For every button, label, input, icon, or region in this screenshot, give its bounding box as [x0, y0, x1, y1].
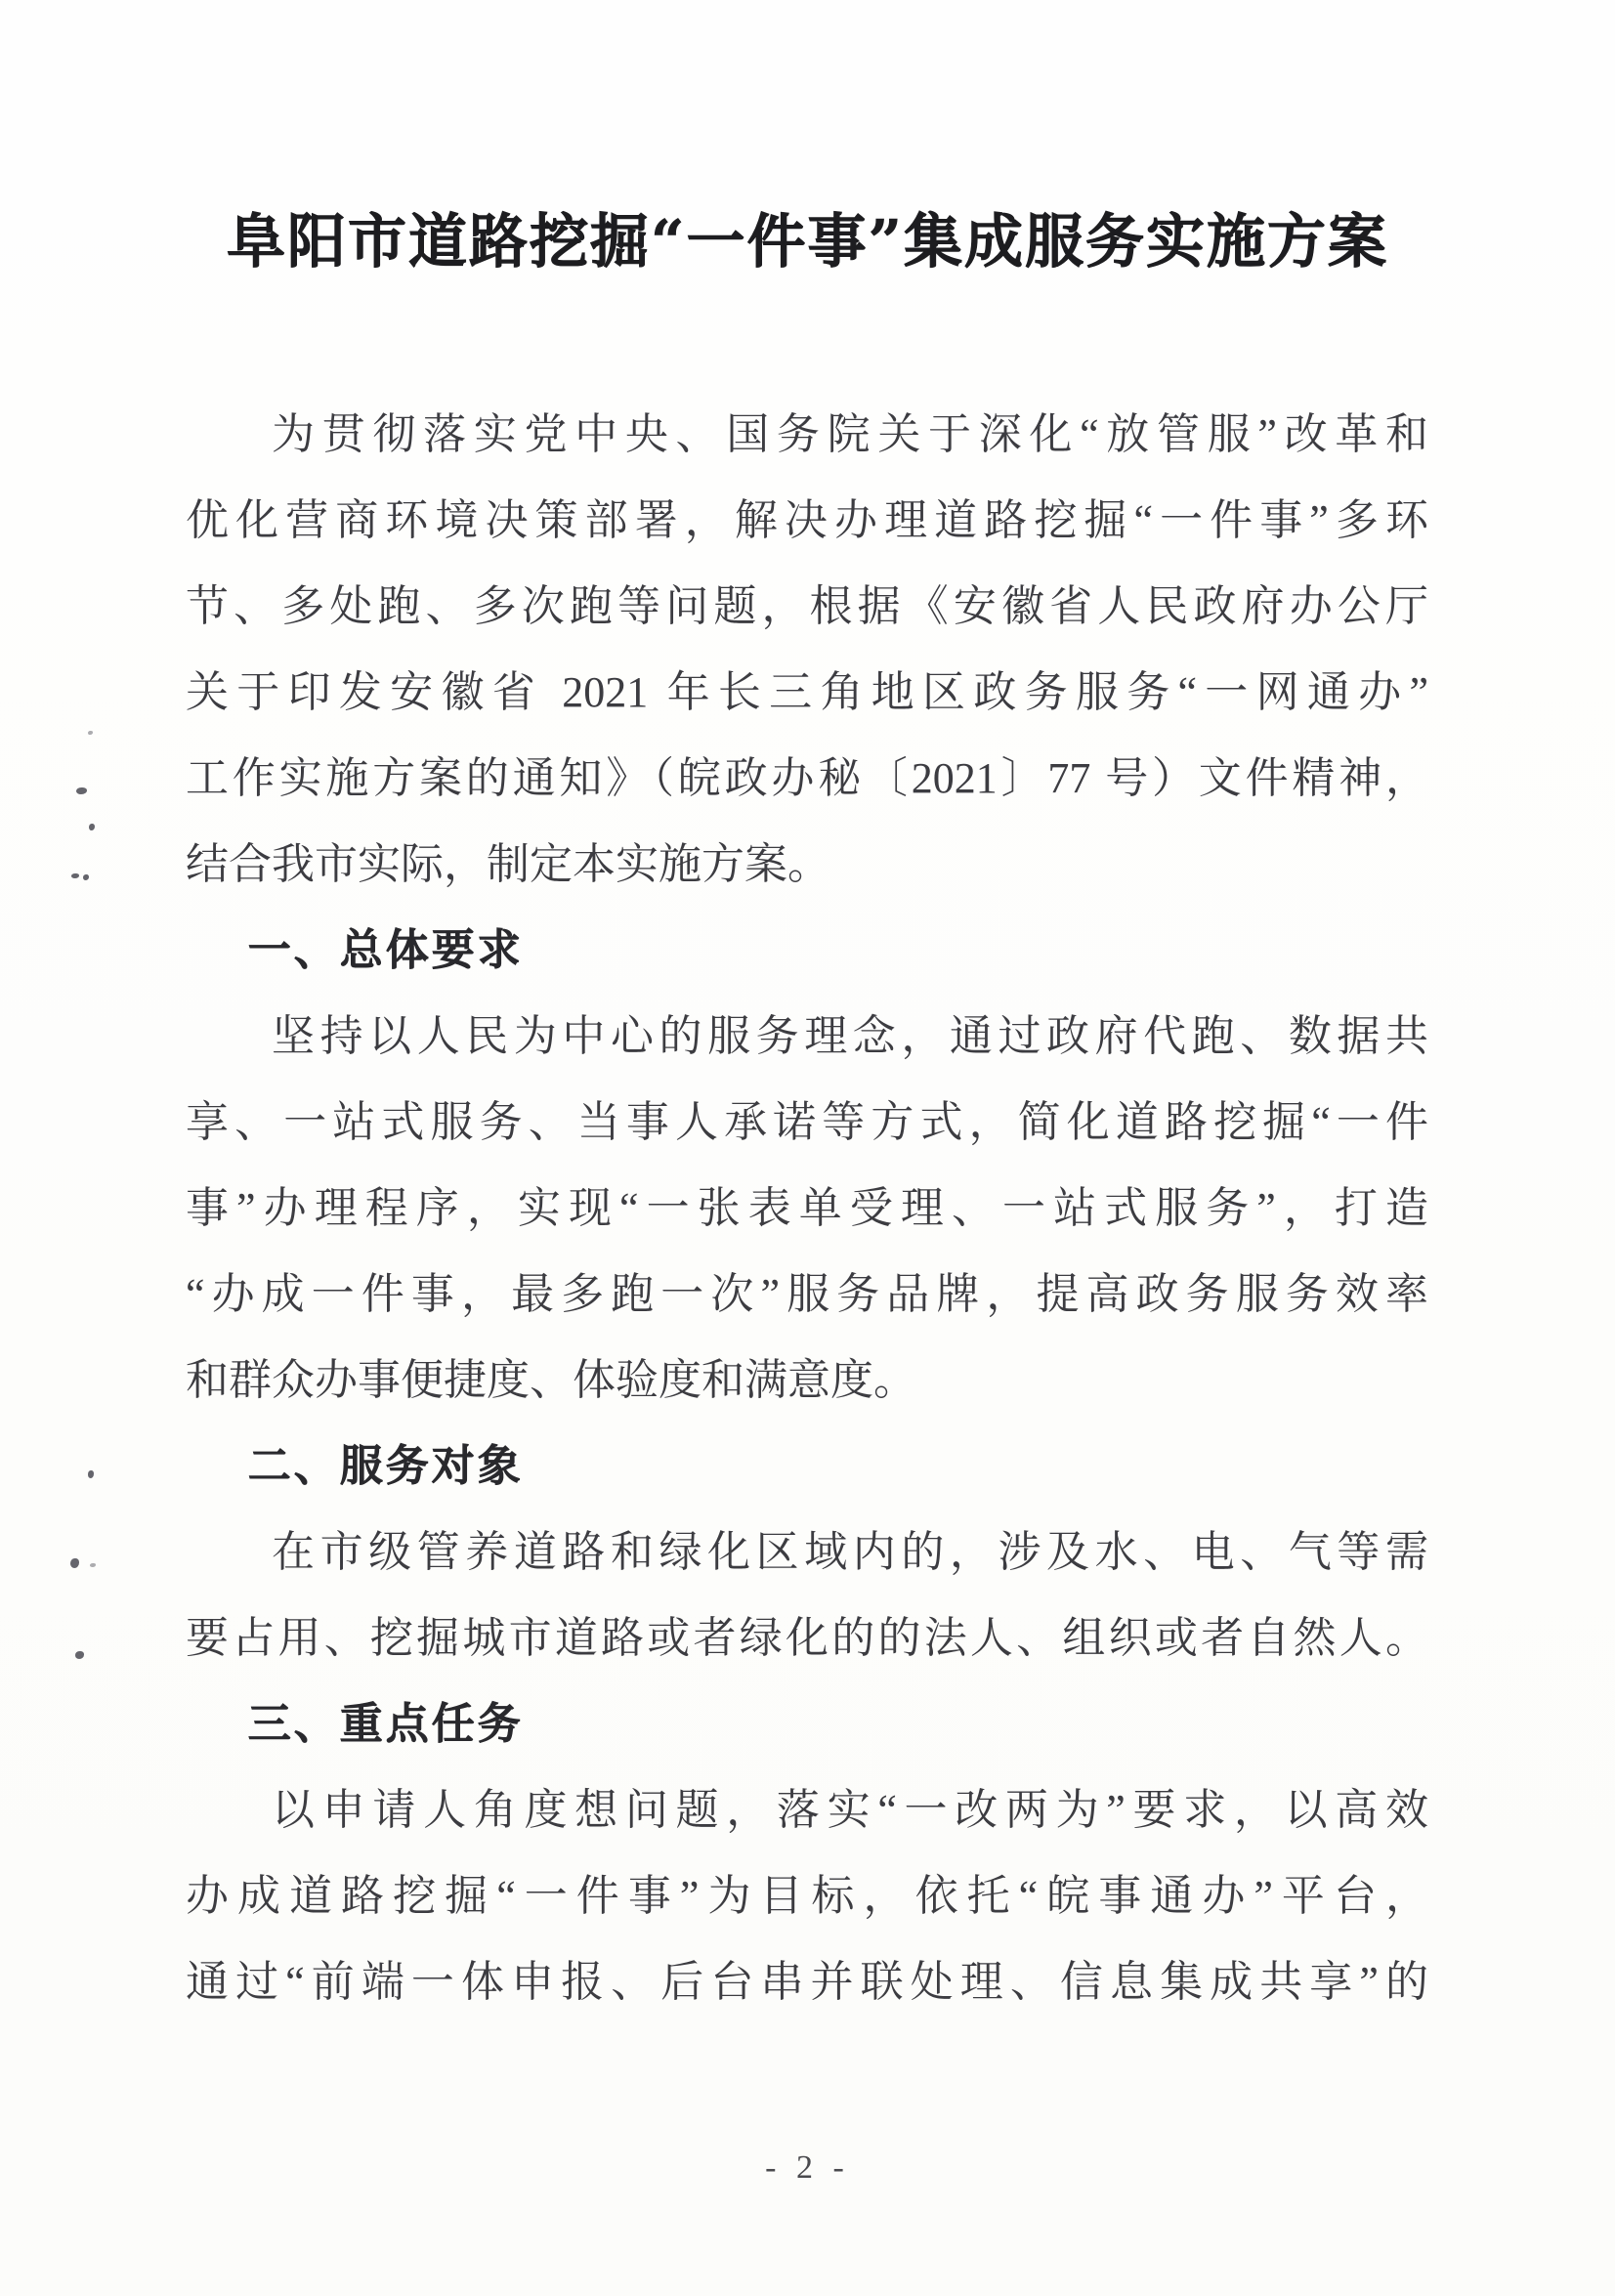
text-line: 优化营商环境决策部署，解决办理道路挖掘“一件事”多环 [186, 496, 1428, 544]
text-line: 通过“前端一体申报、后台串并联处理、信息集成共享”的 [186, 1958, 1428, 2006]
text-line: 为贯彻落实党中央、国务院关于深化“放管服”改革和 [272, 410, 1428, 458]
text-line: 坚持以人民为中心的服务理念，通过政府代跑、数据共 [272, 1012, 1428, 1060]
text-line: 办成道路挖掘“一件事”为目标，依托“皖事通办”平台， [186, 1872, 1428, 1920]
text-line: 事”办理程序，实现“一张表单受理、一站式服务”，打造 [186, 1184, 1428, 1232]
text-line: 节、多处跑、多次跑等问题，根据《安徽省人民政府办公厅 [186, 582, 1428, 630]
scan-speck [90, 1563, 96, 1567]
scan-speck [83, 874, 89, 880]
scan-speck [76, 787, 87, 794]
scan-speck [89, 824, 95, 830]
document-title: 阜阳市道路挖掘“一件事”集成服务实施方案 [226, 208, 1389, 276]
text-line: 以申请人角度想问题，落实“一改两为”要求，以高效 [272, 1786, 1428, 1834]
scan-speck [88, 1470, 94, 1478]
section-heading-2: 二、服务对象 [247, 1442, 524, 1490]
text-line: 结合我市实际，制定本实施方案。 [186, 840, 830, 888]
text-line: 工作实施方案的通知》（皖政办秘〔2021〕77 号）文件精神， [186, 754, 1428, 802]
text-line: 关于印发安徽省 2021 年长三角地区政务服务“一网通办” [186, 668, 1428, 716]
text-line: 在市级管养道路和绿化区域内的，涉及水、电、气等需 [272, 1528, 1428, 1576]
section-heading-3: 三、重点任务 [247, 1700, 524, 1748]
document-body [186, 392, 1428, 2025]
page-number: - 2 - [765, 2149, 850, 2186]
text-line: “办成一件事，最多跑一次”服务品牌，提高政务服务效率 [186, 1270, 1428, 1318]
scan-speck [75, 1651, 84, 1659]
section-heading-1: 一、总体要求 [247, 926, 524, 974]
text-line: 要占用、挖掘城市道路或者绿化的的法人、组织或者自然人。 [186, 1614, 1428, 1662]
text-line: 和群众办事便捷度、体验度和满意度。 [186, 1356, 916, 1404]
scan-speck [70, 1558, 79, 1568]
text-line: 享、一站式服务、当事人承诺等方式，简化道路挖掘“一件 [186, 1098, 1428, 1146]
scan-speck [88, 731, 93, 735]
scan-speck [71, 873, 79, 878]
